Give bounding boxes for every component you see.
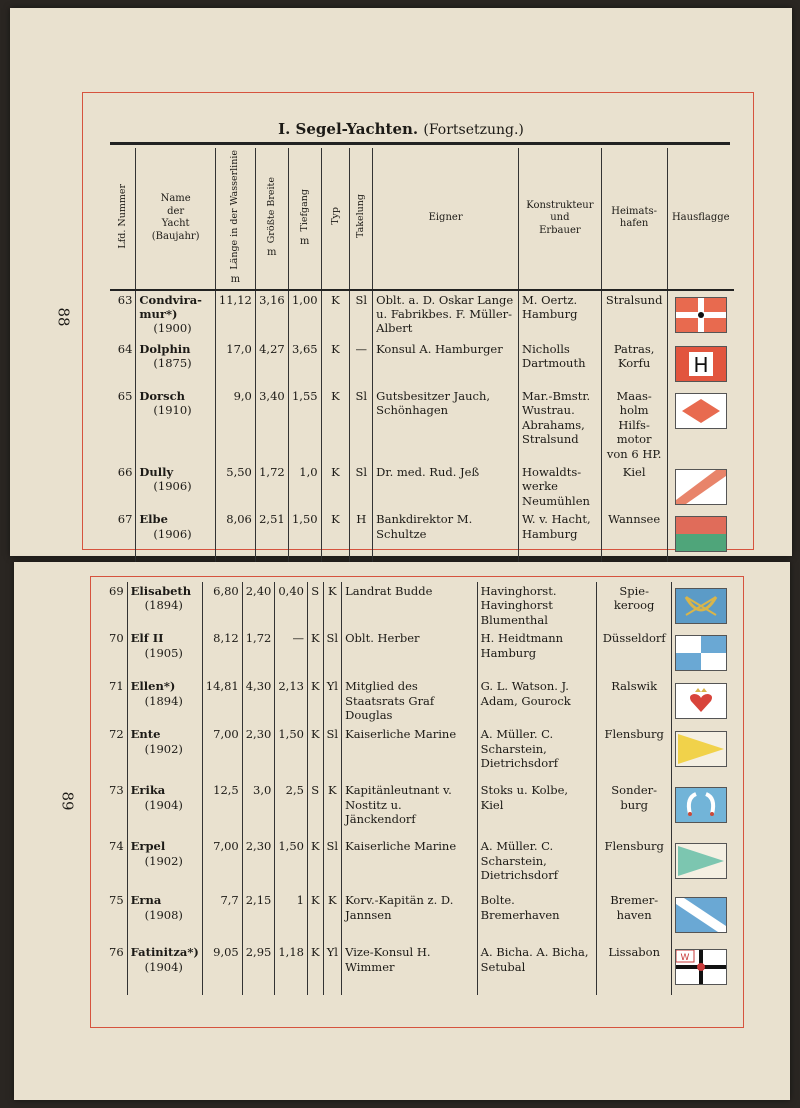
- row-number: 71: [109, 679, 124, 694]
- type-value: K: [321, 387, 350, 463]
- yacht-name: [127, 781, 202, 837]
- row-number: 76: [109, 945, 124, 960]
- type-value: K: [307, 837, 323, 891]
- draft-value: 1,0: [288, 463, 321, 510]
- yacht-name-text: Erna: [130, 893, 162, 908]
- home-port-value: Maas-holm Hilfs-motor von 6 HP.: [601, 387, 667, 463]
- rig-value: Sl: [323, 629, 342, 677]
- house-flag: [667, 463, 734, 510]
- type-value: K: [321, 510, 350, 557]
- build-year: (1894): [144, 598, 183, 613]
- build-year: (1905): [144, 645, 183, 660]
- house-flag: [671, 582, 730, 629]
- row-number: 69: [109, 584, 124, 598]
- owner-value: Landrat Budde: [342, 582, 478, 629]
- svg-text:W: W: [680, 953, 690, 964]
- yacht-name-text: Fatinitza*): [130, 945, 199, 960]
- owner-value: Konsul A. Hamburger: [373, 340, 519, 387]
- house-flag: [671, 629, 730, 677]
- build-year: (1904): [144, 959, 183, 974]
- house-flag: [667, 340, 734, 387]
- draft-value: 3,65: [288, 340, 321, 387]
- type-value: K: [321, 340, 350, 387]
- type-value: K: [307, 629, 323, 677]
- yacht-name-text: Dully: [139, 465, 174, 480]
- col-length: Länge in der Wasserlinie: [229, 150, 241, 270]
- draft-value: 1,50: [275, 837, 308, 891]
- build-year: (1906): [153, 526, 192, 541]
- table-row: [106, 629, 730, 677]
- page-left: [10, 8, 792, 556]
- yacht-name-text: Erika: [130, 783, 166, 798]
- yacht-name-text: Elbe: [139, 512, 168, 527]
- width-value: 4,30: [242, 677, 275, 725]
- flag-black-cross-icon: [675, 949, 727, 985]
- owner-value: Oblt. Herber: [342, 629, 478, 677]
- flag-red-cross-icon: [675, 297, 727, 333]
- length-value: 11,12: [215, 290, 255, 340]
- col-owner: Eigner: [373, 148, 519, 290]
- table-row: [110, 510, 734, 557]
- length-value: 5,50: [215, 463, 255, 510]
- owner-value: Dr. med. Rud. Jeß: [373, 463, 519, 510]
- col-name: Name der Yacht (Baujahr): [136, 148, 216, 290]
- yacht-name-text: Elf II: [130, 631, 164, 646]
- svg-text:H: H: [693, 352, 709, 377]
- rig-value: Sl: [350, 290, 373, 340]
- owner-value: Oblt. a. D. Oskar Lange u. Fabrikbes. F. Müller-Albert: [373, 290, 519, 340]
- yacht-name: [136, 290, 216, 340]
- col-draft: Tiefgang: [298, 188, 310, 232]
- house-flag: [671, 943, 730, 995]
- builder-value: H. Heidtmann Hamburg: [477, 629, 597, 677]
- home-port-value: Flensburg: [597, 725, 672, 781]
- type-value: K: [307, 677, 323, 725]
- yacht-name-text: Condvira-mur*): [139, 292, 202, 322]
- build-year: (1902): [144, 741, 183, 756]
- yacht-table-top: Lfd. Nummer Name der Yacht (Baujahr) Länge in der Wasserlinie m Größte Breite m Tiefgang m Typ Takelung Eigner Konstrukteur und Erbauer Heimats- hafen Hausflagge 63 Condvira-mur*) (1900) 11,12 3,16 1,00 K Sl Oblt. a. D. Oskar Lange u. Fabrikbes. F. Müller-Albert M. Oertz. Hamburg Stralsund 64 Dolphin (1875) 17,0 4,27 3,65 K — Konsul A. Hamburger Nicholls Dartmouth Patras, Korfu H 65 Dorsch (1910) 9,0 3,40 1,55 K Sl Gutsbesitzer Jauch, Schönhagen Mar.-Bmstr. Wustrau. Abrahams, Stralsund Maas-holm Hilfs-motor von 6 HP. 66 Dully (1906) 5,50 1,72 1,0 K Sl Dr. med. Rud. Jeß Howaldts-werke Neumühlen Kiel 67 Elbe (1906) 8,06 2,51 1,50 K H Bankdirektor M. Schultze W. v. Hacht, Hamburg Wannsee: [110, 148, 734, 605]
- length-value: 7,00: [202, 837, 242, 891]
- rig-value: Sl: [323, 725, 342, 781]
- owner-value: Bankdirektor M. Schultze: [373, 510, 519, 557]
- col-home: Heimats- hafen: [601, 148, 667, 290]
- table-row: [106, 582, 730, 629]
- yacht-name: [127, 677, 202, 725]
- rig-value: K: [323, 891, 342, 943]
- rig-value: K: [323, 781, 342, 837]
- rig-value: —: [350, 340, 373, 387]
- home-port-value: Spie-keroog: [597, 582, 672, 629]
- col-width: Größte Breite: [265, 176, 277, 243]
- row-number: 73: [109, 783, 124, 798]
- type-value: K: [321, 463, 350, 510]
- table-row: [106, 725, 730, 781]
- owner-value: Korv.-Kapitän z. D. Jannsen: [342, 891, 478, 943]
- builder-value: Bolte. Bremerhaven: [477, 891, 597, 943]
- flag-blue-horns-icon: [675, 787, 727, 823]
- builder-value: Howaldts-werke Neumühlen: [519, 463, 602, 510]
- type-value: K: [321, 290, 350, 340]
- row-number: 74: [109, 839, 124, 854]
- rig-value: Sl: [323, 837, 342, 891]
- table-row: [110, 290, 734, 340]
- builder-value: Nicholls Dartmouth: [519, 340, 602, 387]
- row-number: 66: [117, 465, 133, 480]
- build-year: (1910): [153, 403, 192, 418]
- yacht-name-text: Erpel: [130, 839, 166, 854]
- builder-value: G. L. Watson. J. Adam, Gourock: [477, 677, 597, 725]
- rule: [110, 142, 730, 145]
- yacht-name: [127, 582, 202, 629]
- width-value: 2,30: [242, 725, 275, 781]
- home-port-value: Patras, Korfu: [601, 340, 667, 387]
- row-number: 63: [117, 292, 133, 307]
- table-row: [106, 943, 730, 995]
- type-value: K: [307, 725, 323, 781]
- home-port-value: Lissabon: [597, 943, 672, 995]
- length-value: 9,0: [215, 387, 255, 463]
- yacht-name-text: Ellen*): [130, 679, 176, 694]
- col-builder: Konstrukteur und Erbauer: [519, 148, 602, 290]
- col-rig: Takelung: [355, 194, 367, 239]
- width-value: 2,40: [242, 582, 275, 629]
- section-title: I. Segel-Yachten.: [278, 120, 419, 138]
- length-value: 14,81: [202, 677, 242, 725]
- yacht-name: [136, 463, 216, 510]
- length-value: 12,5: [202, 781, 242, 837]
- house-flag: [671, 725, 730, 781]
- row-number: 65: [117, 389, 133, 404]
- home-port-value: Kiel: [601, 463, 667, 510]
- builder-value: M. Oertz. Hamburg: [519, 290, 602, 340]
- build-year: (1908): [144, 907, 183, 922]
- flag-blue-quarters-icon: [675, 635, 727, 671]
- owner-value: Kaiserliche Marine: [342, 725, 478, 781]
- width-value: 2,30: [242, 837, 275, 891]
- rig-value: Sl: [350, 463, 373, 510]
- yacht-name: [127, 943, 202, 995]
- rig-value: Yl: [323, 943, 342, 995]
- length-value: 9,05: [202, 943, 242, 995]
- flag-red-h-icon: [675, 346, 727, 382]
- length-value: 8,12: [202, 629, 242, 677]
- draft-value: —: [275, 629, 308, 677]
- page-number: 89: [58, 791, 77, 811]
- yacht-name: [127, 891, 202, 943]
- flag-blue-anchor-icon: [675, 588, 727, 624]
- width-value: 2,95: [242, 943, 275, 995]
- yacht-name: [136, 340, 216, 387]
- table-row: [110, 387, 734, 463]
- build-year: (1904): [144, 797, 183, 812]
- row-number: 70: [109, 631, 124, 646]
- draft-value: 2,5: [275, 781, 308, 837]
- length-value: 17,0: [215, 340, 255, 387]
- col-type: Typ: [329, 207, 341, 225]
- rig-value: K: [323, 582, 342, 629]
- builder-value: Stoks u. Kolbe, Kiel: [477, 781, 597, 837]
- row-number: 75: [109, 893, 124, 908]
- build-year: (1900): [153, 321, 192, 336]
- house-flag: [671, 781, 730, 837]
- table-row: [106, 781, 730, 837]
- build-year: (1894): [144, 693, 183, 708]
- owner-value: Kapitänleutnant v. Nostitz u. Jänckendorf: [342, 781, 478, 837]
- builder-value: Mar.-Bmstr. Wustrau. Abrahams, Stralsund: [519, 387, 602, 463]
- draft-value: 2,13: [275, 677, 308, 725]
- builder-value: A. Müller. C. Scharstein, Dietrichsdorf: [477, 725, 597, 781]
- home-port-value: Flensburg: [597, 837, 672, 891]
- draft-value: 1,50: [275, 725, 308, 781]
- length-value: 7,00: [202, 725, 242, 781]
- row-number: 67: [117, 512, 133, 527]
- draft-value: 1: [275, 891, 308, 943]
- flag-green-pennant-icon: [675, 843, 727, 879]
- builder-value: A. Müller. C. Scharstein, Dietrichsdorf: [477, 837, 597, 891]
- yacht-name-text: Dorsch: [139, 389, 185, 404]
- house-flag: [671, 677, 730, 725]
- type-value: K: [307, 943, 323, 995]
- table-row: [106, 837, 730, 891]
- table-row: [110, 463, 734, 510]
- yacht-name: [136, 510, 216, 557]
- rig-value: Yl: [323, 677, 342, 725]
- yacht-name: [127, 725, 202, 781]
- width-value: 1,72: [242, 629, 275, 677]
- builder-value: Havinghorst. Havinghorst Blumenthal: [477, 582, 597, 629]
- length-value: 7,7: [202, 891, 242, 943]
- flag-heart-icon: [675, 683, 727, 719]
- yacht-name-text: Dolphin: [139, 341, 191, 356]
- flag-red-diamond-icon: [675, 393, 727, 429]
- rig-value: H: [350, 510, 373, 557]
- home-port-value: Wannsee: [601, 510, 667, 557]
- flag-red-green-icon: [675, 516, 727, 552]
- yacht-table-bottom: [106, 582, 730, 995]
- yacht-name: [136, 387, 216, 463]
- owner-value: Vize-Konsul H. Wimmer: [342, 943, 478, 995]
- owner-value: Mitglied des Staatsrats Graf Douglas: [342, 677, 478, 725]
- home-port-value: Düsseldorf: [597, 629, 672, 677]
- flag-yellow-pennant-icon: [675, 731, 727, 767]
- length-value: 8,06: [215, 510, 255, 557]
- builder-value: A. Bicha. A. Bicha, Setubal: [477, 943, 597, 995]
- flag-blue-diagonal-icon: [675, 897, 727, 933]
- build-year: (1875): [153, 356, 192, 371]
- draft-value: 1,55: [288, 387, 321, 463]
- build-year: (1906): [153, 479, 192, 494]
- row-number: 72: [109, 727, 124, 742]
- width-value: 2,51: [255, 510, 288, 557]
- home-port-value: Stralsund: [601, 290, 667, 340]
- draft-value: 0,40: [275, 582, 308, 629]
- home-port-value: Bremer-haven: [597, 891, 672, 943]
- flag-red-diagonal-icon: [675, 469, 727, 505]
- length-value: 6,80: [202, 582, 242, 629]
- table-row: [106, 677, 730, 725]
- draft-value: 1,50: [288, 510, 321, 557]
- home-port-value: Ralswik: [597, 677, 672, 725]
- house-flag: [671, 837, 730, 891]
- builder-value: W. v. Hacht, Hamburg: [519, 510, 602, 557]
- owner-value: Gutsbesitzer Jauch, Schönhagen: [373, 387, 519, 463]
- table-row: [110, 340, 734, 387]
- width-value: 1,72: [255, 463, 288, 510]
- continued-label: (Fortsetzung.): [423, 122, 524, 138]
- table-row: [106, 891, 730, 943]
- page-number: 88: [54, 307, 73, 327]
- width-value: 3,0: [242, 781, 275, 837]
- width-value: 3,16: [255, 290, 288, 340]
- draft-value: 1,18: [275, 943, 308, 995]
- home-port-value: Sonder-burg: [597, 781, 672, 837]
- page-title: [10, 120, 792, 138]
- width-value: 2,15: [242, 891, 275, 943]
- owner-value: Kaiserliche Marine: [342, 837, 478, 891]
- type-value: K: [307, 891, 323, 943]
- page-right: [14, 562, 790, 1100]
- build-year: (1902): [144, 853, 183, 868]
- row-number: 64: [117, 341, 133, 356]
- house-flag: [671, 891, 730, 943]
- yacht-name: [127, 629, 202, 677]
- draft-value: 1,00: [288, 290, 321, 340]
- type-value: S: [307, 582, 323, 629]
- yacht-name-text: Elisabeth: [130, 584, 192, 598]
- col-nr: Lfd. Nummer: [116, 183, 128, 249]
- house-flag: [667, 290, 734, 340]
- yacht-name-text: Ente: [130, 727, 161, 742]
- rig-value: Sl: [350, 387, 373, 463]
- house-flag: [667, 387, 734, 463]
- house-flag: [667, 510, 734, 557]
- yacht-name: [127, 837, 202, 891]
- width-value: 4,27: [255, 340, 288, 387]
- type-value: S: [307, 781, 323, 837]
- width-value: 3,40: [255, 387, 288, 463]
- col-flag: Hausflagge: [667, 148, 734, 290]
